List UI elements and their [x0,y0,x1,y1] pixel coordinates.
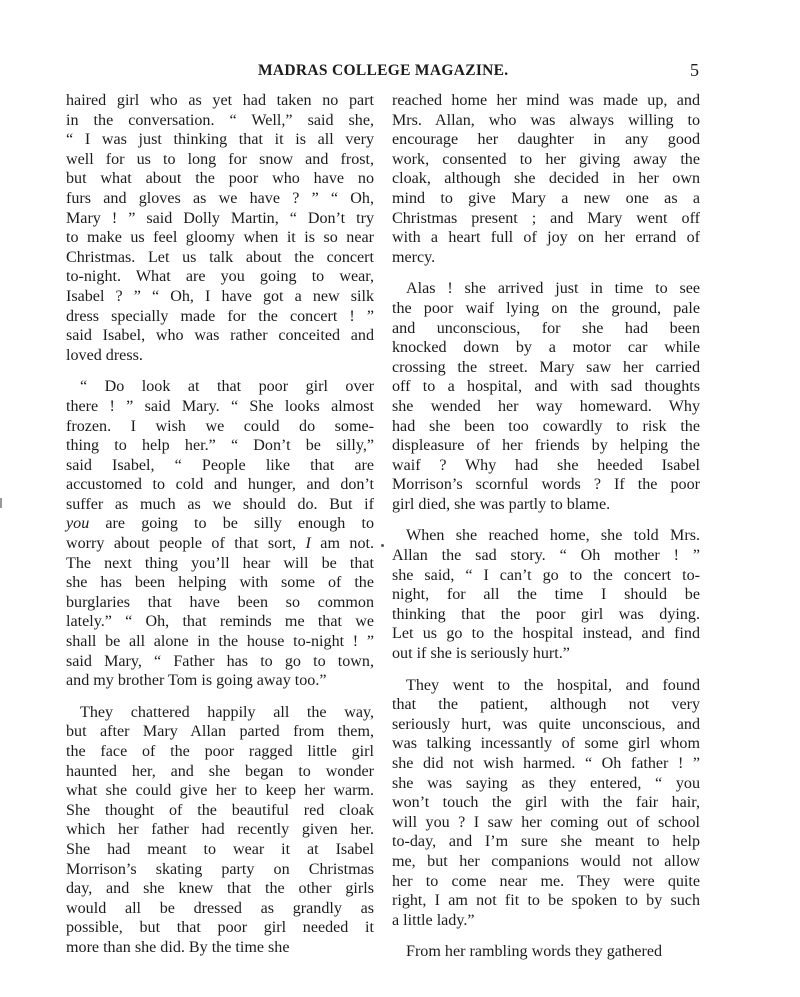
text-line: and my brother Tom is going away too.” [66,672,327,690]
text-line: had she been too cowardly to risk the [392,417,700,435]
text-line: that the patient, although not very [392,696,700,714]
text-line: Christmas present ; and Mary went off [392,209,700,227]
text-line: to-night. What are you going to wear, [66,268,374,286]
text-line: she did not wish harmed. “ Oh father ! ” [392,755,700,772]
text-line: her to come near me. They were quite [392,872,700,890]
text-line: She had meant to wear it at Isabel [66,840,374,858]
text-line: you are going to be silly enough to [66,515,374,533]
text-line: knocked down by a motor car while [392,339,700,357]
text-line: what she could give her to keep her warm. [66,782,374,800]
text-line: Mrs. Allan, who was always willing to [392,111,700,129]
text-line: cloak, although she decided in her own [392,170,700,188]
text-line: in the conversation. “ Well,” said she, [66,111,374,129]
text-line: mercy. [392,248,436,266]
text-line: thinking that the poor girl was dying. [392,605,700,623]
text-line: “ I was just thinking that it is all very [66,131,374,149]
left-column [66,91,374,970]
scan-margin-mark [0,498,2,508]
text-line: thing to help her.” “ Don’t be silly,” [66,437,374,455]
text-line: worry about people of that sort, I am not. [66,535,375,553]
text-line: to-day, and I’m sure she meant to help [392,833,700,851]
text-line: seriously hurt, was quite unconscious, and [392,715,700,733]
text-line: accustomed to cold and hunger, and don’t [66,476,374,494]
paragraph [66,703,374,958]
text-line: When she reached home, she told Mrs. [406,527,700,545]
text-line: mind to give Mary a new one as a [392,189,700,207]
text-line: said Mary, “ Father has to go to town, [66,652,374,670]
text-line: and unconscious, for she had been [392,319,700,337]
text-line: loved dress. [66,346,143,364]
magazine-title: MADRAS COLLEGE MAGAZINE. [258,62,509,79]
text-line: there ! ” said Mary. “ She looks almost [66,397,374,415]
text-line: she was saying as they entered, “ you [392,774,700,792]
text-line: Let us go to the hospital instead, and find [392,625,700,643]
text-line: shall be all alone in the house to-night ! ” [66,633,374,651]
text-line: They chattered happily all the way, [80,703,374,721]
text-line: will you ? I saw her coming out of school [392,813,700,831]
text-line: frozen. I wish we could do some- [66,417,374,435]
text-line: said Isabel, “ People like that are [66,456,374,474]
text-line: off to a hospital, and with sad thoughts [392,378,700,396]
page-header [0,56,800,86]
text-line: the poor waif lying on the ground, pale [392,299,700,317]
text-line: with a heart full of joy on her errand of [392,229,700,247]
text-line: me, but her companions would not allow [392,852,700,870]
text-line: dress specially made for the concert ! ” [66,307,374,325]
text-line: Christmas. Let us talk about the concert [66,248,374,266]
text-line: haunted her, and she began to wonder [66,762,374,780]
text-line: she has been helping with some of the [66,574,374,592]
text-line: day, and she knew that the other girls [66,880,374,898]
text-line: haired girl who as yet had taken no part [66,92,374,109]
paragraph [392,279,700,514]
text-line: crossing the street. Mary saw her carried [392,358,700,376]
text-line: she wended her way homeward. Why [392,397,700,415]
text-line: Morrison’s scornful words ? If the poor [392,476,700,494]
text-line: She thought of the beautiful red cloak [66,801,374,819]
text-line: reached home her mind was made up, and [392,92,700,109]
text-line: work, consented to her giving away the [392,150,700,168]
page-number: 5 [690,60,699,80]
text-line: which her father had recently given her. [66,821,374,839]
paragraph [66,377,374,691]
text-line: Alas ! she arrived just in time to see [406,280,700,298]
text-line: to make us feel gloomy when it is so near [66,229,374,247]
text-line: said Isabel, who was rather conceited and [66,327,374,345]
text-line: girl died, she was partly to blame. [392,495,611,513]
text-line: a little lady.” [392,911,475,929]
text-line: “ Do look at that poor girl over [80,378,374,396]
text-line: night, for all the time I should be [392,586,700,604]
text-line: well for us to long for snow and frost, [66,150,374,168]
text-line: she said, “ I can’t go to the concert to- [392,566,700,584]
text-line: Mary ! ” said Dolly Martin, “ Don’t try [66,209,374,227]
text-line: encourage her daughter in any good [392,131,700,149]
text-line: Isabel ? ” “ Oh, I have got a new silk [66,287,374,305]
text-line: Morrison’s skating party on Christmas [66,860,374,878]
text-line: but what about the poor who have no [66,170,374,188]
text-line: was talking incessantly of some girl whom [392,735,700,753]
text-line: won’t touch the girl with the fair hair, [392,794,700,812]
text-line: would all be dressed as grandly as [66,899,374,917]
text-line: From her rambling words they gathered [406,943,663,961]
paragraph [392,676,700,931]
text-line: out if she is seriously hurt.” [392,645,570,663]
text-line: furs and gloves as we have ? ” “ Oh, [66,189,374,207]
text-line: but after Mary Allan parted from them, [66,723,374,741]
text-line: waif ? Why had she heeded Isabel [392,456,700,474]
text-line: burglaries that have been so common [66,593,374,611]
text-line: right, I am not fit to be spoken to by such [392,892,700,910]
right-column [392,91,700,974]
column-divider-mark [381,544,384,547]
text-line: displeasure of her friends by helping the [392,437,700,455]
paragraph [392,91,700,267]
text-line: The next thing you’ll hear will be that [66,554,374,572]
text-line: possible, but that poor girl needed it [66,919,374,937]
text-line: suffer as much as we should do. But if [66,495,374,513]
text-line: more than she did. By the time she [66,938,290,956]
text-line: the face of the poor ragged little girl [66,743,374,760]
paragraph [392,526,700,663]
text-line: lately.” “ Oh, that reminds me that we [66,613,374,631]
text-line: Allan the sad story. “ Oh mother ! ” [392,547,700,565]
text-line: They went to the hospital, and found [406,676,700,694]
paragraph [66,91,374,365]
paragraph [392,942,700,962]
